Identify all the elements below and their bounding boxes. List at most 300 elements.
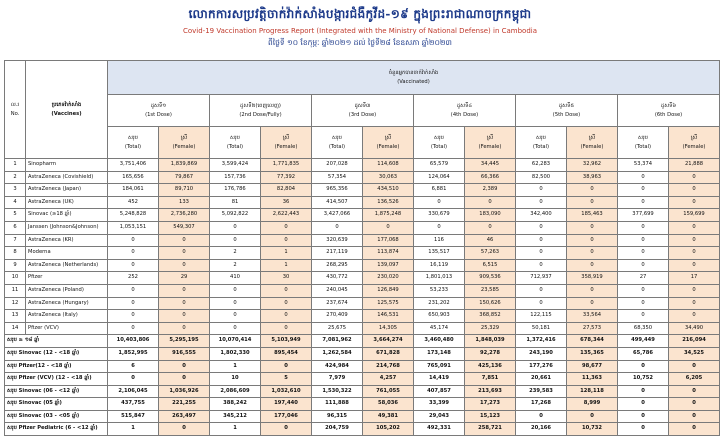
- total-cell: 81: [210, 196, 261, 209]
- total-cell: 68,350: [618, 322, 669, 335]
- total-subheader: [516, 127, 567, 159]
- vaccine-name: Pfizer: [26, 272, 108, 285]
- total-cell: 0: [516, 247, 567, 260]
- total-subheader-en: (Total): [124, 143, 142, 150]
- summary-label: សរុប Pfizer(12 - <18 ឆ្នាំ): [5, 360, 108, 373]
- female-subheader-km: ស្រី: [690, 134, 698, 141]
- no-header-km: ល.រ: [10, 101, 20, 108]
- total-cell: 0: [516, 196, 567, 209]
- female-cell: 0: [159, 373, 210, 386]
- female-cell: 761,055: [363, 385, 414, 398]
- total-cell: 27: [618, 272, 669, 285]
- total-cell: 1: [108, 423, 159, 436]
- female-cell: 114,608: [363, 159, 414, 172]
- dose-header-km: ដូសទី៥: [558, 102, 575, 109]
- summary-label: សរុប Pfizer (VCV) (12 - <18 ឆ្នាំ): [5, 373, 108, 386]
- dose-header-3: [312, 95, 414, 127]
- total-cell: 252: [108, 272, 159, 285]
- total-cell: 122,115: [516, 310, 567, 323]
- total-cell: 10,403,806: [108, 335, 159, 348]
- total-cell: 116: [414, 234, 465, 247]
- summary-row: [5, 398, 720, 411]
- female-cell: 0: [261, 284, 312, 297]
- female-cell: 177,068: [363, 234, 414, 247]
- total-cell: 111,888: [312, 398, 363, 411]
- female-cell: 0: [159, 259, 210, 272]
- total-cell: 0: [516, 284, 567, 297]
- total-cell: 0: [210, 322, 261, 335]
- female-cell: 549,307: [159, 221, 210, 234]
- vaccination-table: [4, 60, 720, 436]
- total-cell: 3,460,480: [414, 335, 465, 348]
- female-cell: 671,828: [363, 347, 414, 360]
- female-cell: 8,999: [567, 398, 618, 411]
- total-cell: 65,579: [414, 159, 465, 172]
- total-cell: 50,181: [516, 322, 567, 335]
- female-cell: 36: [261, 196, 312, 209]
- female-subheader: [567, 127, 618, 159]
- female-cell: 0: [669, 360, 720, 373]
- total-cell: 407,857: [414, 385, 465, 398]
- summary-row: [5, 335, 720, 348]
- summary-label: សរុប Sinovac (03 - <05 ឆ្នាំ): [5, 410, 108, 423]
- total-cell: 157,736: [210, 171, 261, 184]
- dose-header-en: (5th Dose): [552, 111, 581, 118]
- female-cell: 0: [669, 385, 720, 398]
- female-cell: 0: [261, 310, 312, 323]
- female-cell: 6,515: [465, 259, 516, 272]
- summary-label: សរុប Sinovac (12 - <18 ឆ្នាំ): [5, 347, 108, 360]
- female-cell: 0: [669, 196, 720, 209]
- total-cell: 0: [618, 410, 669, 423]
- total-subheader-km: សរុប: [434, 134, 444, 141]
- total-cell: 1,372,416: [516, 335, 567, 348]
- total-cell: 96,315: [312, 410, 363, 423]
- female-cell: 25,329: [465, 322, 516, 335]
- vaccine-name: Janssen (Johnson&Johnson): [26, 221, 108, 234]
- total-cell: 0: [516, 259, 567, 272]
- female-cell: 0: [567, 410, 618, 423]
- total-cell: 2,106,045: [108, 385, 159, 398]
- table-row: [5, 209, 720, 222]
- female-subheader-km: ស្រី: [180, 134, 188, 141]
- total-subheader-en: (Total): [226, 143, 244, 150]
- female-cell: 38,963: [567, 171, 618, 184]
- total-subheader-km: សរុប: [128, 134, 138, 141]
- vaccine-header-en: (Vaccines): [51, 110, 82, 117]
- female-cell: 17: [669, 272, 720, 285]
- female-cell: 0: [363, 221, 414, 234]
- total-subheader: [210, 127, 261, 159]
- summary-row: [5, 423, 720, 436]
- table-row: [5, 247, 720, 260]
- total-cell: 0: [618, 259, 669, 272]
- female-cell: 909,536: [465, 272, 516, 285]
- dose-header-6: [618, 95, 720, 127]
- female-cell: 0: [465, 196, 516, 209]
- female-cell: 92,278: [465, 347, 516, 360]
- female-cell: 136,526: [363, 196, 414, 209]
- total-cell: 7,979: [312, 373, 363, 386]
- female-cell: 29: [159, 272, 210, 285]
- total-cell: 345,212: [210, 410, 261, 423]
- total-cell: 135,517: [414, 247, 465, 260]
- female-cell: 197,440: [261, 398, 312, 411]
- total-cell: 25,675: [312, 322, 363, 335]
- total-subheader-en: (Total): [430, 143, 448, 150]
- total-cell: 712,937: [516, 272, 567, 285]
- total-cell: 1,802,330: [210, 347, 261, 360]
- total-cell: 342,400: [516, 209, 567, 222]
- total-cell: 0: [210, 234, 261, 247]
- total-subheader-en: (Total): [532, 143, 550, 150]
- female-cell: 46: [465, 234, 516, 247]
- total-cell: 1,053,151: [108, 221, 159, 234]
- total-cell: 53,233: [414, 284, 465, 297]
- total-cell: 2: [210, 259, 261, 272]
- female-subheader: [669, 127, 720, 159]
- female-cell: 0: [567, 184, 618, 197]
- total-cell: 237,674: [312, 297, 363, 310]
- dose-header-km: ដូសទី៤: [456, 102, 473, 109]
- vaccine-name: Sinovac (≥18 ឆ្នាំ): [26, 209, 108, 222]
- female-cell: 0: [261, 221, 312, 234]
- female-subheader-en: (Female): [376, 143, 400, 150]
- total-cell: 0: [618, 196, 669, 209]
- total-cell: 29,043: [414, 410, 465, 423]
- total-subheader-en: (Total): [328, 143, 346, 150]
- total-cell: 0: [618, 297, 669, 310]
- total-subheader-km: សរុប: [638, 134, 648, 141]
- female-cell: 2,389: [465, 184, 516, 197]
- summary-row: [5, 347, 720, 360]
- total-cell: 1,262,584: [312, 347, 363, 360]
- female-subheader-km: ស្រី: [486, 134, 494, 141]
- female-subheader-km: ស្រី: [282, 134, 290, 141]
- female-cell: 1,848,039: [465, 335, 516, 348]
- total-subheader: [312, 127, 363, 159]
- total-cell: 437,755: [108, 398, 159, 411]
- female-cell: 98,677: [567, 360, 618, 373]
- female-subheader-en: (Female): [580, 143, 604, 150]
- total-cell: 10: [210, 373, 261, 386]
- total-cell: 430,772: [312, 272, 363, 285]
- female-cell: 77,392: [261, 171, 312, 184]
- total-cell: 10,752: [618, 373, 669, 386]
- female-cell: 17,273: [465, 398, 516, 411]
- total-cell: 239,583: [516, 385, 567, 398]
- no-column-header: [5, 61, 26, 159]
- table-row: [5, 171, 720, 184]
- total-subheader: [414, 127, 465, 159]
- total-cell: 410: [210, 272, 261, 285]
- table-row: [5, 259, 720, 272]
- total-cell: 330,679: [414, 209, 465, 222]
- female-cell: 0: [159, 360, 210, 373]
- female-cell: 0: [159, 423, 210, 436]
- total-cell: 0: [516, 410, 567, 423]
- dose-header-5: [516, 95, 618, 127]
- row-number: 10: [5, 272, 26, 285]
- total-cell: 0: [414, 221, 465, 234]
- total-cell: 20,166: [516, 423, 567, 436]
- female-cell: 23,585: [465, 284, 516, 297]
- female-cell: 0: [669, 234, 720, 247]
- report-title-km: លោកការសប្រវត្តិចាក់វ៉ាក់សាំងបង្ការជំងឺកូវីដ-១៩ ក្នុងព្រះរាជាណាចក្រកម្ពុជា: [188, 7, 532, 21]
- total-cell: 0: [618, 221, 669, 234]
- female-cell: 368,852: [465, 310, 516, 323]
- female-cell: 425,136: [465, 360, 516, 373]
- table-row: [5, 184, 720, 197]
- total-cell: 0: [618, 385, 669, 398]
- table-row: [5, 196, 720, 209]
- female-cell: 263,497: [159, 410, 210, 423]
- female-subheader-km: ស្រី: [384, 134, 392, 141]
- female-cell: 14,305: [363, 322, 414, 335]
- vaccine-name: AstraZeneca (Italy): [26, 310, 108, 323]
- female-cell: 0: [669, 221, 720, 234]
- total-cell: 165,656: [108, 171, 159, 184]
- total-cell: 452: [108, 196, 159, 209]
- vaccine-name: AstraZeneca (Japan): [26, 184, 108, 197]
- table-row: [5, 159, 720, 172]
- dose-header-km: ដូសទី២(ពេញលេញ): [240, 102, 281, 109]
- total-cell: 0: [108, 373, 159, 386]
- female-subheader-en: (Female): [172, 143, 196, 150]
- female-cell: 21,888: [669, 159, 720, 172]
- total-cell: 0: [210, 221, 261, 234]
- female-cell: 0: [567, 247, 618, 260]
- total-cell: 492,331: [414, 423, 465, 436]
- total-cell: 10,070,414: [210, 335, 261, 348]
- total-cell: 268,295: [312, 259, 363, 272]
- total-cell: 515,847: [108, 410, 159, 423]
- total-cell: 1,530,322: [312, 385, 363, 398]
- female-cell: 139,097: [363, 259, 414, 272]
- total-cell: 240,045: [312, 284, 363, 297]
- female-cell: 0: [567, 297, 618, 310]
- total-cell: 0: [312, 221, 363, 234]
- female-cell: 0: [669, 259, 720, 272]
- female-cell: 895,454: [261, 347, 312, 360]
- total-cell: 20,661: [516, 373, 567, 386]
- female-cell: 214,768: [363, 360, 414, 373]
- total-cell: 0: [618, 247, 669, 260]
- total-cell: 3,751,406: [108, 159, 159, 172]
- female-cell: 1: [261, 247, 312, 260]
- total-subheader-km: សរុប: [332, 134, 342, 141]
- female-cell: 1,036,926: [159, 385, 210, 398]
- total-cell: 2: [210, 247, 261, 260]
- total-cell: 207,028: [312, 159, 363, 172]
- female-cell: 0: [567, 234, 618, 247]
- female-cell: 89,710: [159, 184, 210, 197]
- total-cell: 0: [108, 259, 159, 272]
- total-cell: 243,190: [516, 347, 567, 360]
- female-cell: 0: [159, 284, 210, 297]
- total-cell: 965,356: [312, 184, 363, 197]
- row-number: 6: [5, 221, 26, 234]
- dose-header-km: ដូសទី៦: [660, 102, 677, 109]
- summary-label: សរុប Pfizer Pediatric (6 - <12 ឆ្នាំ): [5, 423, 108, 436]
- vaccine-name: AstraZeneca (Poland): [26, 284, 108, 297]
- vaccinated-header-km: ចំនួនអ្នកបានចាក់វ៉ាក់សាំង: [388, 69, 439, 76]
- summary-row: [5, 360, 720, 373]
- female-cell: 4,257: [363, 373, 414, 386]
- total-cell: 5,092,822: [210, 209, 261, 222]
- female-cell: 2,622,443: [261, 209, 312, 222]
- female-cell: 6,205: [669, 373, 720, 386]
- female-cell: 0: [159, 297, 210, 310]
- total-subheader: [108, 127, 159, 159]
- table-row: [5, 234, 720, 247]
- summary-row: [5, 385, 720, 398]
- total-cell: 0: [210, 310, 261, 323]
- total-cell: 414,507: [312, 196, 363, 209]
- total-cell: 0: [516, 297, 567, 310]
- female-cell: 34,490: [669, 322, 720, 335]
- table-row: [5, 310, 720, 323]
- vaccine-name: AstraZeneca (UK): [26, 196, 108, 209]
- female-cell: 0: [669, 247, 720, 260]
- dose-header-4: [414, 95, 516, 127]
- female-cell: 177,046: [261, 410, 312, 423]
- total-cell: 6: [108, 360, 159, 373]
- female-cell: 49,381: [363, 410, 414, 423]
- total-cell: 184,061: [108, 184, 159, 197]
- total-subheader-en: (Total): [634, 143, 652, 150]
- female-cell: 0: [159, 322, 210, 335]
- total-cell: 204,759: [312, 423, 363, 436]
- total-cell: 388,242: [210, 398, 261, 411]
- summary-label: សរុប ≥ ១៨ ឆ្នាំ: [5, 335, 108, 348]
- total-cell: 0: [516, 234, 567, 247]
- total-cell: 62,283: [516, 159, 567, 172]
- female-cell: 0: [261, 360, 312, 373]
- report-header: [0, 0, 720, 60]
- female-cell: 126,849: [363, 284, 414, 297]
- female-cell: 32,962: [567, 159, 618, 172]
- row-number: 11: [5, 284, 26, 297]
- total-cell: 0: [108, 310, 159, 323]
- summary-row: [5, 373, 720, 386]
- dose-header-en: (2nd Dose/Fully): [239, 111, 282, 118]
- female-cell: 10,732: [567, 423, 618, 436]
- female-subheader-en: (Female): [478, 143, 502, 150]
- table-row: [5, 322, 720, 335]
- total-cell: 0: [516, 221, 567, 234]
- female-cell: 0: [567, 221, 618, 234]
- total-cell: 65,786: [618, 347, 669, 360]
- total-cell: 0: [210, 284, 261, 297]
- table-row: [5, 284, 720, 297]
- female-subheader-en: (Female): [682, 143, 706, 150]
- total-cell: 0: [618, 360, 669, 373]
- total-cell: 0: [618, 284, 669, 297]
- total-cell: 0: [414, 196, 465, 209]
- female-cell: 33,564: [567, 310, 618, 323]
- female-cell: 66,366: [465, 171, 516, 184]
- total-cell: 1,852,995: [108, 347, 159, 360]
- female-cell: 0: [159, 247, 210, 260]
- total-cell: 0: [516, 184, 567, 197]
- row-number: 5: [5, 209, 26, 222]
- female-cell: 128,118: [567, 385, 618, 398]
- female-cell: 0: [669, 310, 720, 323]
- female-cell: 0: [669, 297, 720, 310]
- report-title-en: Covid-19 Vaccination Progress Report (Integrated with the Ministry of National Defense) in Cambodia: [182, 27, 538, 35]
- female-cell: 0: [159, 234, 210, 247]
- row-number: 3: [5, 184, 26, 197]
- female-cell: 0: [669, 184, 720, 197]
- vaccine-name: Pfizer (VCV): [26, 322, 108, 335]
- total-cell: 57,354: [312, 171, 363, 184]
- report-date-range: ពីថ្ងៃទី ១០ ខែកុម្ភៈ ឆ្នាំ២០២១ ដល់ ថ្ងៃទី២៨ ខែឧសភា ឆ្នាំ២០២៣: [268, 38, 452, 47]
- total-cell: 765,091: [414, 360, 465, 373]
- female-subheader: [363, 127, 414, 159]
- total-cell: 7,081,962: [312, 335, 363, 348]
- total-cell: 231,202: [414, 297, 465, 310]
- total-cell: 0: [618, 234, 669, 247]
- female-subheader: [261, 127, 312, 159]
- female-cell: 0: [261, 322, 312, 335]
- female-cell: 358,919: [567, 272, 618, 285]
- total-cell: 173,148: [414, 347, 465, 360]
- dose-header-2: [210, 95, 312, 127]
- total-cell: 17,268: [516, 398, 567, 411]
- total-cell: 0: [618, 171, 669, 184]
- female-cell: 34,445: [465, 159, 516, 172]
- vaccine-name: Sinopharm: [26, 159, 108, 172]
- row-number: 4: [5, 196, 26, 209]
- total-cell: 124,064: [414, 171, 465, 184]
- vaccine-name: AstraZeneca (Hungary): [26, 297, 108, 310]
- female-cell: 150,626: [465, 297, 516, 310]
- female-cell: 1,771,835: [261, 159, 312, 172]
- female-cell: 230,020: [363, 272, 414, 285]
- female-cell: 183,090: [465, 209, 516, 222]
- row-number: 1: [5, 159, 26, 172]
- total-cell: 53,374: [618, 159, 669, 172]
- female-subheader: [465, 127, 516, 159]
- total-cell: 45,174: [414, 322, 465, 335]
- dose-header-en: (4th Dose): [450, 111, 479, 118]
- total-cell: 3,599,424: [210, 159, 261, 172]
- female-cell: 3,664,274: [363, 335, 414, 348]
- female-cell: 1,032,610: [261, 385, 312, 398]
- female-cell: 0: [669, 171, 720, 184]
- female-cell: 0: [567, 196, 618, 209]
- total-cell: 320,639: [312, 234, 363, 247]
- female-cell: 678,344: [567, 335, 618, 348]
- female-cell: 135,365: [567, 347, 618, 360]
- female-cell: 7,851: [465, 373, 516, 386]
- vaccine-name: AstraZeneca (KR): [26, 234, 108, 247]
- female-cell: 159,699: [669, 209, 720, 222]
- total-cell: 0: [618, 310, 669, 323]
- female-cell: 82,804: [261, 184, 312, 197]
- total-cell: 2,086,609: [210, 385, 261, 398]
- female-cell: 0: [669, 398, 720, 411]
- total-cell: 3,427,066: [312, 209, 363, 222]
- row-number: 2: [5, 171, 26, 184]
- female-cell: 1,839,869: [159, 159, 210, 172]
- vaccine-name: Moderna: [26, 247, 108, 260]
- female-cell: 2,736,280: [159, 209, 210, 222]
- female-cell: 30: [261, 272, 312, 285]
- female-cell: 125,575: [363, 297, 414, 310]
- female-cell: 1,875,248: [363, 209, 414, 222]
